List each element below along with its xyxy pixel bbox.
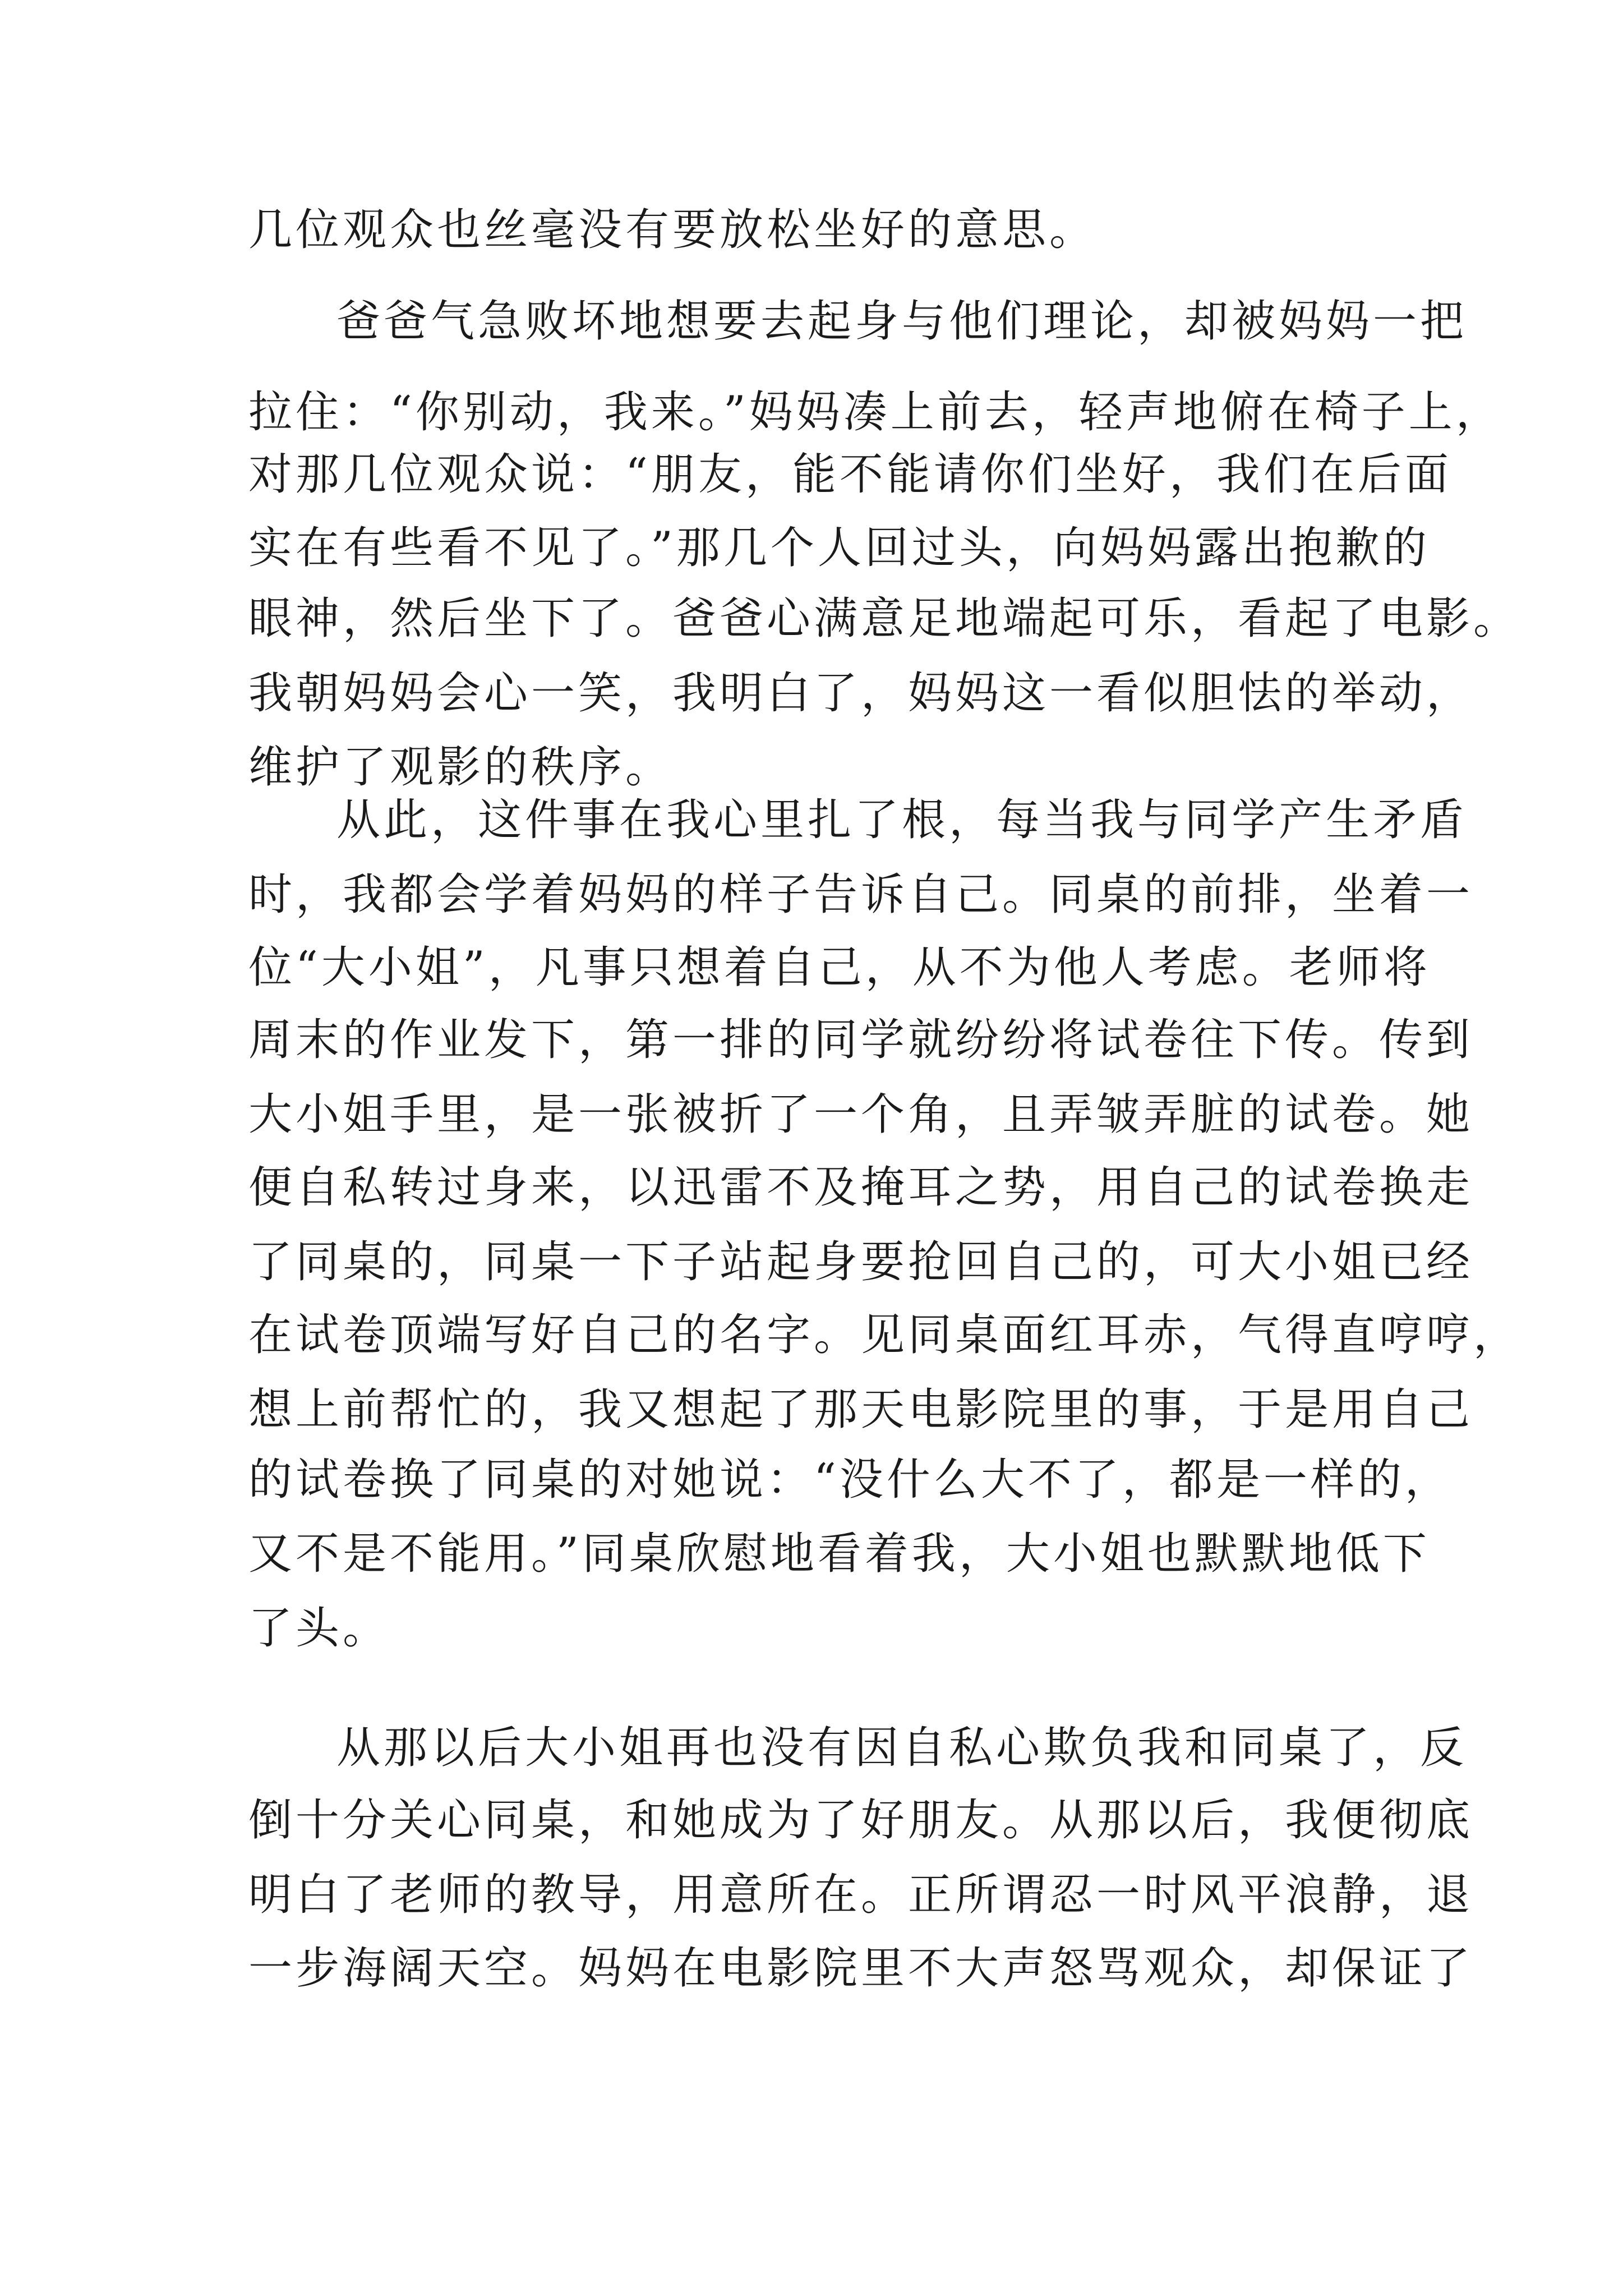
text-line: 便自私转过身来，以迅雷不及掩耳之势，用自己的试卷换走 bbox=[248, 1162, 1474, 1213]
text-line: 眼神，然后坐下了。爸爸心满意足地端起可乐，看起了电影。 bbox=[248, 593, 1521, 644]
text-line: 想上前帮忙的，我又想起了那天电影院里的事，于是用自己 bbox=[248, 1384, 1474, 1435]
text-line: 时，我都会学着妈妈的样子告诉自己。同桌的前排，坐着一 bbox=[248, 869, 1474, 920]
text-line: 一步海阔天空。妈妈在电影院里不大声怒骂观众，却保证了 bbox=[248, 1943, 1474, 1994]
text-line: 对那几位观众说：“朋友，能不能请你们坐好，我们在后面 bbox=[248, 449, 1452, 500]
text-line: 了头。 bbox=[248, 1603, 390, 1654]
text-line: 又不是不能用。”同桌欣慰地看着我，大小姐也默默地低下 bbox=[248, 1529, 1430, 1579]
text-line: 实在有些看不见了。”那几个人回过头，向妈妈露出抱歉的 bbox=[248, 523, 1430, 573]
text-line: 维护了观影的秩序。 bbox=[248, 742, 673, 793]
text-line: 倒十分关心同桌，和她成为了好朋友。从那以后，我便彻底 bbox=[248, 1795, 1474, 1846]
text-line: 周末的作业发下，第一排的同学就纷纷将试卷往下传。传到 bbox=[248, 1015, 1474, 1065]
text-line: 的试卷换了同桌的对她说：“没什么大不了，都是一样的， bbox=[248, 1455, 1452, 1505]
paragraph-first-line: 从那以后大小姐再也没有因自私心欺负我和同桌了，反 bbox=[336, 1723, 1468, 1773]
text-line: 在试卷顶端写好自己的名字。见同桌面红耳赤，气得直哼哼， bbox=[248, 1310, 1521, 1360]
text-line: 拉住：“你别动，我来。”妈妈凑上前去，轻声地俯在椅子上， bbox=[248, 387, 1503, 438]
paragraph-first-line: 爸爸气急败坏地想要去起身与他们理论，却被妈妈一把 bbox=[336, 296, 1468, 347]
paragraph-first-line: 从此，这件事在我心里扎了根，每当我与同学产生矛盾 bbox=[336, 795, 1468, 845]
text-line: 几位观众也丝毫没有要放松坐好的意思。 bbox=[248, 205, 1097, 255]
text-line: 大小姐手里，是一张被折了一个角，且弄皱弄脏的试卷。她 bbox=[248, 1089, 1474, 1140]
text-line: 了同桌的，同桌一下子站起身要抢回自己的，可大小姐已经 bbox=[248, 1237, 1474, 1287]
text-line: 明白了老师的教导，用意所在。正所谓忍一时风平浪静，退 bbox=[248, 1870, 1474, 1920]
text-line: 位“大小姐”，凡事只想着自己，从不为他人考虑。老师将 bbox=[248, 942, 1431, 993]
text-line: 我朝妈妈会心一笑，我明白了，妈妈这一看似胆怯的举动， bbox=[248, 668, 1474, 719]
